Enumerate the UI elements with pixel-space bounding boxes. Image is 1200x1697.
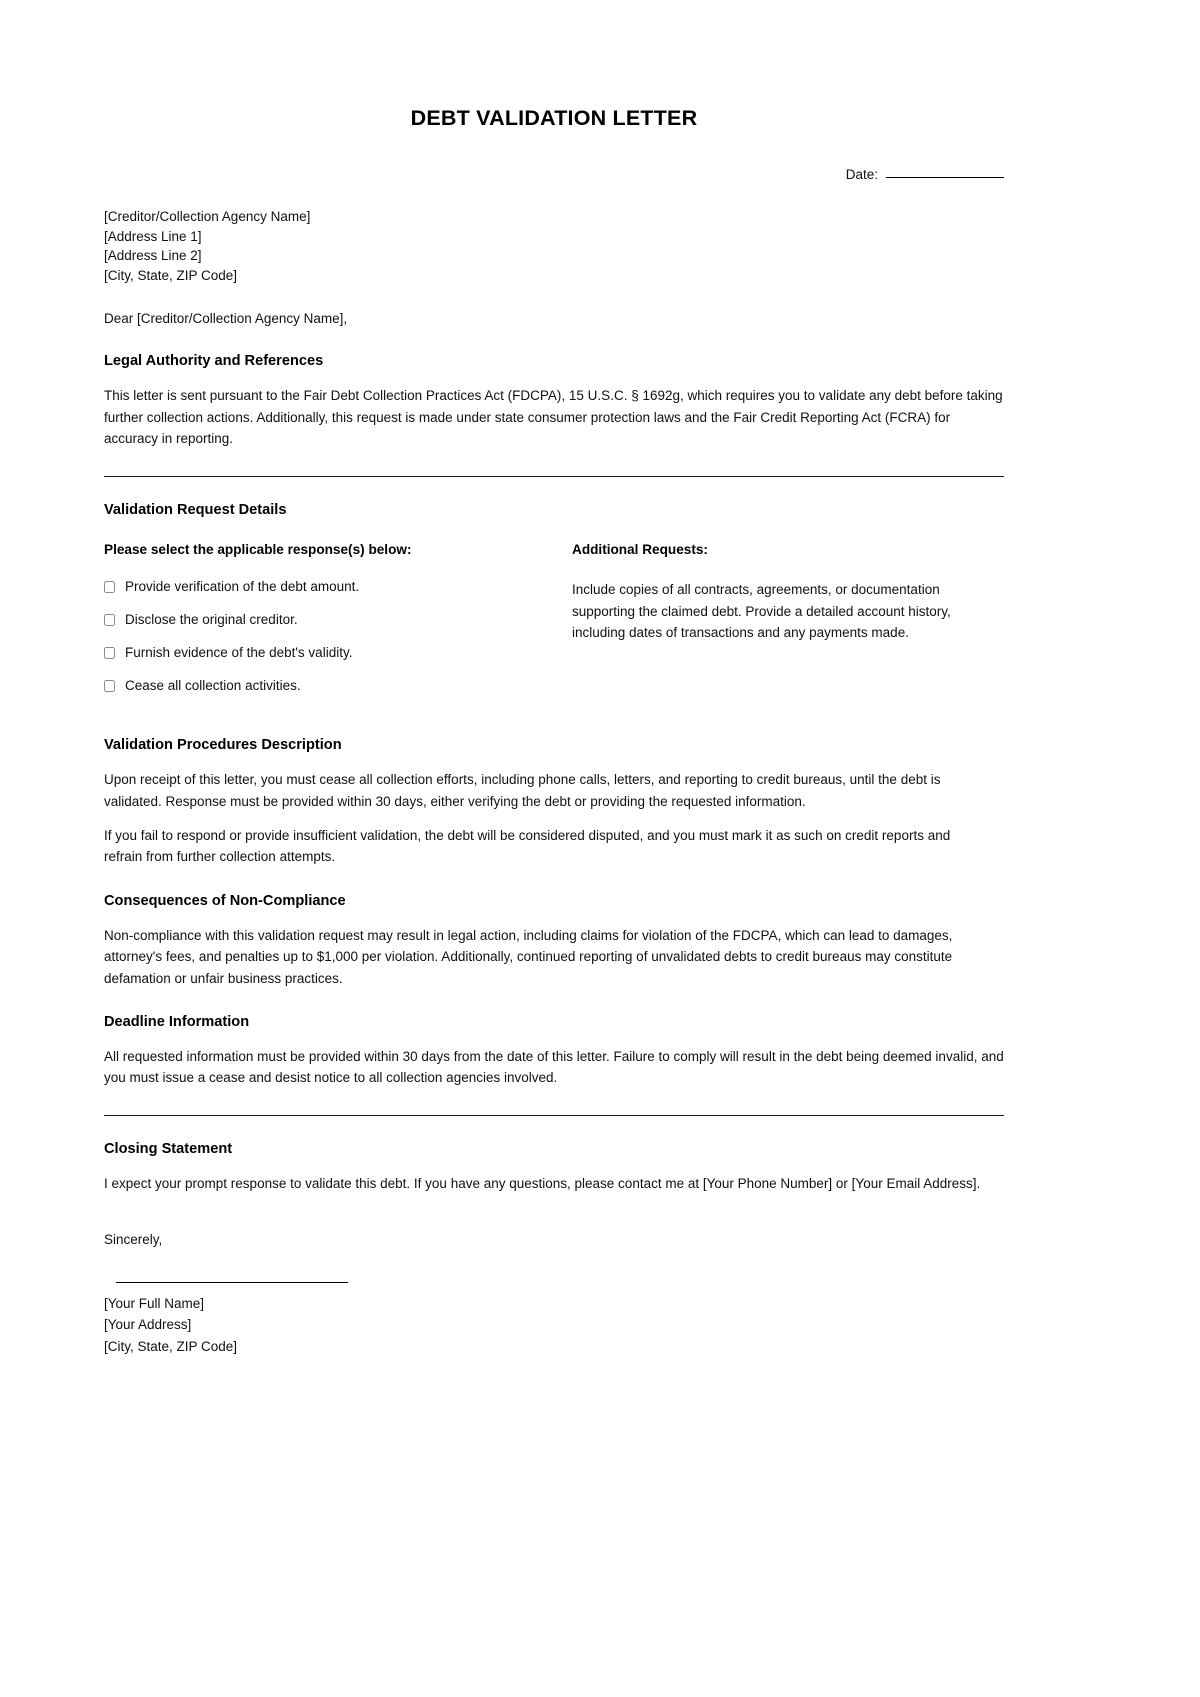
select-responses-prompt: Please select the applicable response(s) below: [104, 542, 412, 558]
section-heading-deadline: Deadline Information [104, 1013, 250, 1030]
checkbox-row[interactable] [104, 612, 572, 628]
signature-block [104, 1293, 1004, 1358]
sign-off: Sincerely, [104, 1232, 163, 1248]
checkbox-icon[interactable] [104, 680, 115, 692]
checkbox-icon[interactable] [104, 581, 115, 593]
checkbox-row[interactable] [104, 645, 572, 661]
checkbox-row[interactable] [104, 678, 572, 694]
paragraph-consequences: Non-compliance with this validation request may result in legal action, including claims for violation of the FDCPA, which can lead to damages, attorney's fees, and penalties up to $1,000 per violation. Additionally, continued reporting of unvalidated debts to credit bureaus may constitute defamation or unfair business practices. [104, 927, 953, 986]
recipient-address-block [104, 207, 1004, 285]
checkbox-icon[interactable] [104, 614, 115, 626]
recipient-address-line: [Address Line 1] [104, 228, 202, 244]
recipient-address-line: [Creditor/Collection Agency Name] [104, 209, 311, 225]
additional-requests-heading: Additional Requests: [572, 542, 708, 558]
paragraph-validation-procedures-1: Upon receipt of this letter, you must cease all collection efforts, including phone calls, letters, and reporting to credit bureaus, until the debt is validated. Response must be provided within 30 days, either verifying the debt or providing the requested information. [104, 772, 941, 809]
response-options-column [104, 541, 572, 694]
checkbox-label: Furnish evidence of the debt's validity. [125, 645, 353, 661]
section-heading-validation-procedures: Validation Procedures Description [104, 737, 342, 754]
paragraph-closing: I expect your prompt response to validate this debt. If you have any questions, please contact me at [Your Phone Number] or [Your Email Address]. [104, 1175, 981, 1191]
checkbox-label: Provide verification of the debt amount. [125, 579, 360, 595]
section-divider [104, 476, 1004, 477]
salutation: Dear [Creditor/Collection Agency Name], [104, 310, 348, 326]
date-blank-line[interactable] [886, 176, 1004, 178]
section-heading-legal-authority: Legal Authority and References [104, 353, 324, 370]
additional-requests-text: Include copies of all contracts, agreements, or documentation supporting the claimed debt. Provide a detailed account history, including dates of transactions and any payments made. [572, 582, 951, 640]
date-field-row [104, 168, 1004, 182]
response-checkbox-list [104, 579, 572, 694]
section-heading-consequences: Consequences of Non-Compliance [104, 892, 346, 909]
recipient-address-line: [City, State, ZIP Code] [104, 267, 238, 283]
validation-request-columns [104, 541, 1004, 694]
section-divider [104, 1115, 1004, 1116]
section-heading-validation-request: Validation Request Details [104, 501, 287, 518]
signature-address-line: [Your Address] [104, 1317, 192, 1333]
checkbox-row[interactable] [104, 579, 572, 595]
page-title: DEBT VALIDATION LETTER [410, 106, 698, 130]
date-label: Date: [845, 166, 878, 182]
additional-requests-column [572, 541, 1004, 694]
signature-line[interactable] [116, 1282, 348, 1283]
paragraph-legal-authority: This letter is sent pursuant to the Fair Debt Collection Practices Act (FDCPA), 15 U.S.C. § 1692g, which requires you to validate any debt before taking further collection actions. Additionally, this request is made under state consumer protection laws and the Fair Credit Reporting Act (FCRA) for accuracy in reporting. [104, 388, 1003, 447]
signature-city-line: [City, State, ZIP Code] [104, 1338, 238, 1354]
letter-body [104, 0, 1004, 1357]
section-heading-closing: Closing Statement [104, 1140, 233, 1157]
paragraph-validation-procedures-2: If you fail to respond or provide insufficient validation, the debt will be considered disputed, and you must mark it as such on credit reports and refrain from further collection attempts. [104, 827, 951, 865]
checkbox-icon[interactable] [104, 647, 115, 659]
checkbox-label: Cease all collection activities. [125, 678, 301, 694]
checkbox-label: Disclose the original creditor. [125, 612, 298, 628]
recipient-address-line: [Address Line 2] [104, 248, 202, 264]
paragraph-deadline: All requested information must be provided within 30 days from the date of this letter. Failure to comply will result in the debt being deemed invalid, and you must issue a cease and desist notice to all collection agencies involved. [104, 1048, 1004, 1086]
signature-name-line: [Your Full Name] [104, 1295, 205, 1311]
